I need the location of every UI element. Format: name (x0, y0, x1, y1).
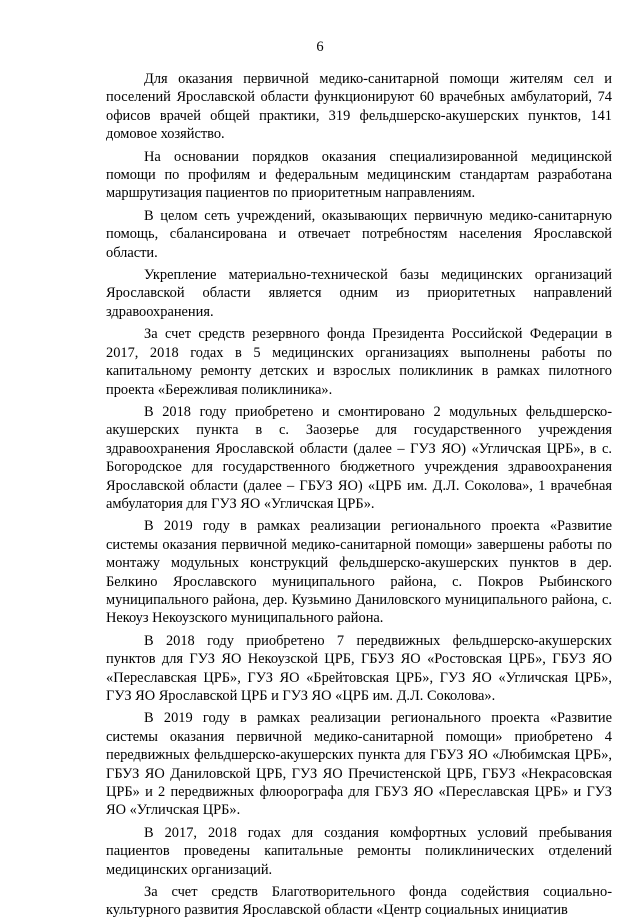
paragraph-2019-modular-posts: В 2019 году в рамках реализации регионального проекта «Развитие системы оказания первичной медико-санитарной помощи» завершены работы по монтажу модульных конструкций фельдшерско-акушерских пунктов в дер. Белкино Ярославского муниципального района, с. Покров Рыбинского муниципального района, дер. Кузьмино Даниловского муниципального района, с. Некоуз Некоузского муниципального района. (106, 518, 612, 627)
paragraph-network-balance: В целом сеть учреждений, оказывающих первичную медико-санитарную помощь, сбалансирована и отвечает потребностям населения Ярославской области. (106, 207, 612, 261)
paragraph-2018-mobile-posts: В 2018 году приобретено 7 передвижных фельдшерско-акушерских пунктов для ГУЗ ЯО Некоузской ЦРБ, ГБУЗ ЯО «Ростовская ЦРБ», ГБУЗ ЯО «Переславская ЦРБ», ГУЗ ЯО «Брейтовская ЦРБ», ГУЗ ЯО «Угличская ЦРБ», ГУЗ ЯО Ярославской ЦРБ и ГУЗ ЯО «ЦРБ им. Д.Л. Соколова». (106, 632, 612, 704)
paragraph-rural-facilities: Для оказания первичной медико-санитарной помощи жителям сел и поселений Ярославской области функционируют 60 врачебных амбулаторий, 74 офисов врачей общей практики, 319 фельдшерско-акушерских пунктов, 141 домовое хозяйство. (106, 71, 612, 143)
paragraph-patient-routing: На основании порядков оказания специализированной медицинской помощи по профилям и федеральным медицинским стандартам разработана маршрутизация пациентов по приоритетным направлениям. (106, 148, 612, 202)
document-body (106, 70, 612, 924)
paragraph-reserve-fund: За счет средств резервного фонда Президента Российской Федерации в 2017, 2018 годах в 5 медицинских организациях выполнены работы по капитальному ремонту детских и взрослых поликлиник в рамках пилотного проекта «Бережливая поликлиника». (106, 326, 612, 398)
paragraph-material-base: Укрепление материально-технической базы медицинских организаций Ярославской области является одним из приоритетных направлений здравоохранения. (106, 267, 612, 320)
paragraph-2018-modular-posts: В 2018 году приобретено и смонтировано 2 модульных фельдшерско-акушерских пункта в с. Заозерье для государственного учреждения здравоохранения Ярославской области (далее – ГУЗ ЯО) «Угличская ЦРБ», в с. Богородское для государственного бюджетного учреждения здравоохранения Ярославской области (далее – ГБУЗ ЯО) «ЦРБ им. Д.Л. Соколова», 1 врачебная амбулатория для ГУЗ ЯО «Угличская ЦРБ». (106, 403, 612, 512)
page-number: 6 (316, 39, 324, 55)
paragraph-charity-fund: За счет средств Благотворительного фонда содействия социально-культурного развития Ярославской области «Центр социальных инициатив (106, 884, 612, 919)
paragraph-2019-mobile-posts: В 2019 году в рамках реализации регионального проекта «Развитие системы оказания первичной медико-санитарной помощи» приобретено 4 передвижных фельдшерско-акушерских пункта для ГБУЗ ЯО «Любимская ЦРБ», ГБУЗ ЯО Даниловской ЦРБ, ГУЗ ЯО Пречистенской ЦРБ, ГБУЗ «Некрасовская ЦРБ» и 2 передвижных флюорографа для ГБУЗ ЯО «Переславская ЦРБ» и ГУЗ ЯО «Угличская ЦРБ». (106, 710, 612, 819)
paragraph-capital-repairs: В 2017, 2018 годах для создания комфортных условий пребывания пациентов проведены капитальные ремонты поликлинических отделений медицинских организаций. (106, 824, 612, 878)
